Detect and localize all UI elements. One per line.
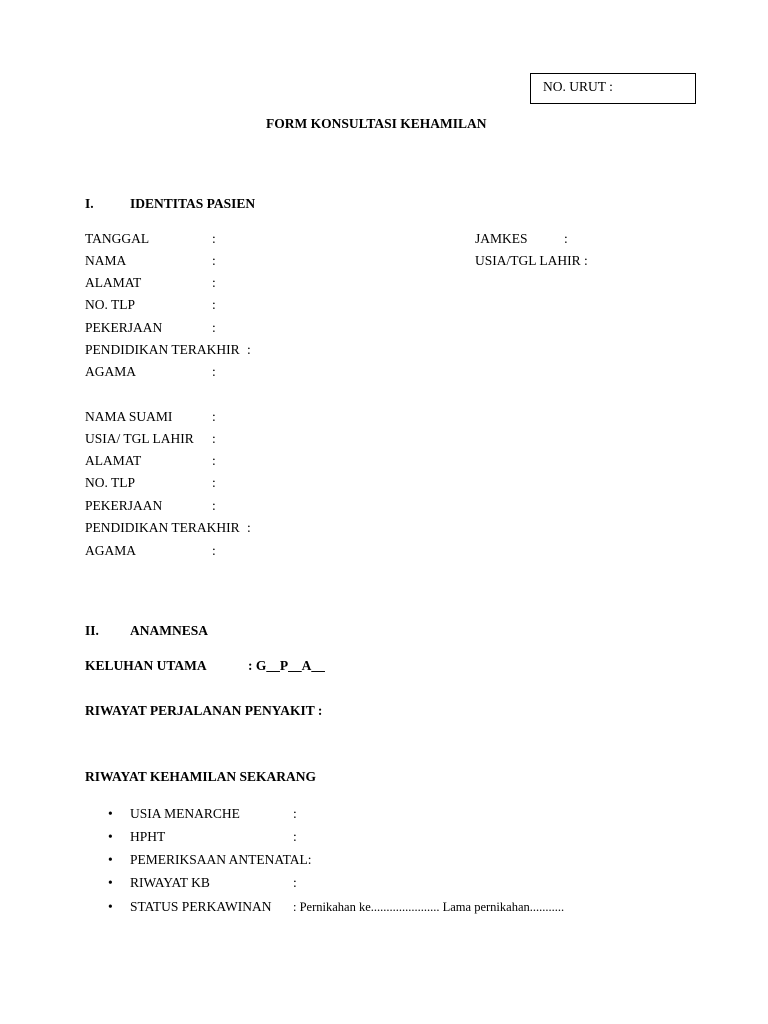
colon: : [293,875,297,890]
colon: : [212,364,216,379]
colon: : [247,342,251,357]
bullet-dot: • [108,806,113,821]
colon: : [212,453,216,468]
colon: : [212,409,216,424]
bullet-hpht: HPHT [130,829,166,844]
bullet-dot: • [108,852,113,867]
label-pendidikan-suami: PENDIDIKAN TERAKHIR [85,520,240,535]
section1-title: IDENTITAS PASIEN [130,196,256,211]
colon: : [212,498,216,513]
bullet-riwayat-kb: RIWAYAT KB [130,875,210,890]
label-riwayat-kehamilan: RIWAYAT KEHAMILAN SEKARANG [85,769,317,784]
no-urut-label: NO. URUT : [543,79,613,94]
value-keluhan-utama: : G__P__A__ [248,658,325,673]
label-keluhan-utama: KELUHAN UTAMA [85,658,207,673]
section2-title: ANAMNESA [130,623,209,638]
colon: : [247,520,251,535]
label-agama-suami: AGAMA [85,543,137,558]
colon: : [293,829,297,844]
no-urut-box [530,73,696,104]
label-pekerjaan: PEKERJAAN [85,320,163,335]
bullet-usia-menarche: USIA MENARCHE [130,806,240,821]
form-title: FORM KONSULTASI KEHAMILAN [266,116,487,131]
colon: : [564,231,568,246]
label-nama-suami: NAMA SUAMI [85,409,173,424]
status-perkawinan-value: : Pernikahan ke...................... Lama pernikahan........... [293,900,565,914]
label-usia-tgl-lahir: USIA/TGL LAHIR : [475,253,588,268]
bullet-pemeriksaan-antenatal: PEMERIKSAAN ANTENATAL: [130,852,312,867]
section2-number: II. [85,623,99,638]
colon: : [212,475,216,490]
colon: : [293,806,297,821]
colon: : [212,320,216,335]
label-pendidikan: PENDIDIKAN TERAKHIR [85,342,240,357]
label-tanggal: TANGGAL [85,231,150,246]
label-nama: NAMA [85,253,127,268]
bullet-status-perkawinan: STATUS PERKAWINAN [130,899,272,914]
bullet-dot: • [108,875,113,890]
colon: : [212,275,216,290]
colon: : [212,431,216,446]
label-agama: AGAMA [85,364,137,379]
label-no-tlp-suami: NO. TLP [85,475,136,490]
label-riwayat-perjalanan: RIWAYAT PERJALANAN PENYAKIT : [85,703,323,718]
section1-number: I. [85,196,94,211]
colon: : [212,231,216,246]
colon: : [212,543,216,558]
label-usia-suami: USIA/ TGL LAHIR [85,431,194,446]
colon: : [212,297,216,312]
label-alamat: ALAMAT [85,275,142,290]
colon: : [212,253,216,268]
label-pekerjaan-suami: PEKERJAAN [85,498,163,513]
bullet-dot: • [108,829,113,844]
label-jamkes: JAMKES [475,231,528,246]
bullet-dot: • [108,899,113,914]
label-alamat-suami: ALAMAT [85,453,142,468]
label-no-tlp: NO. TLP [85,297,136,312]
